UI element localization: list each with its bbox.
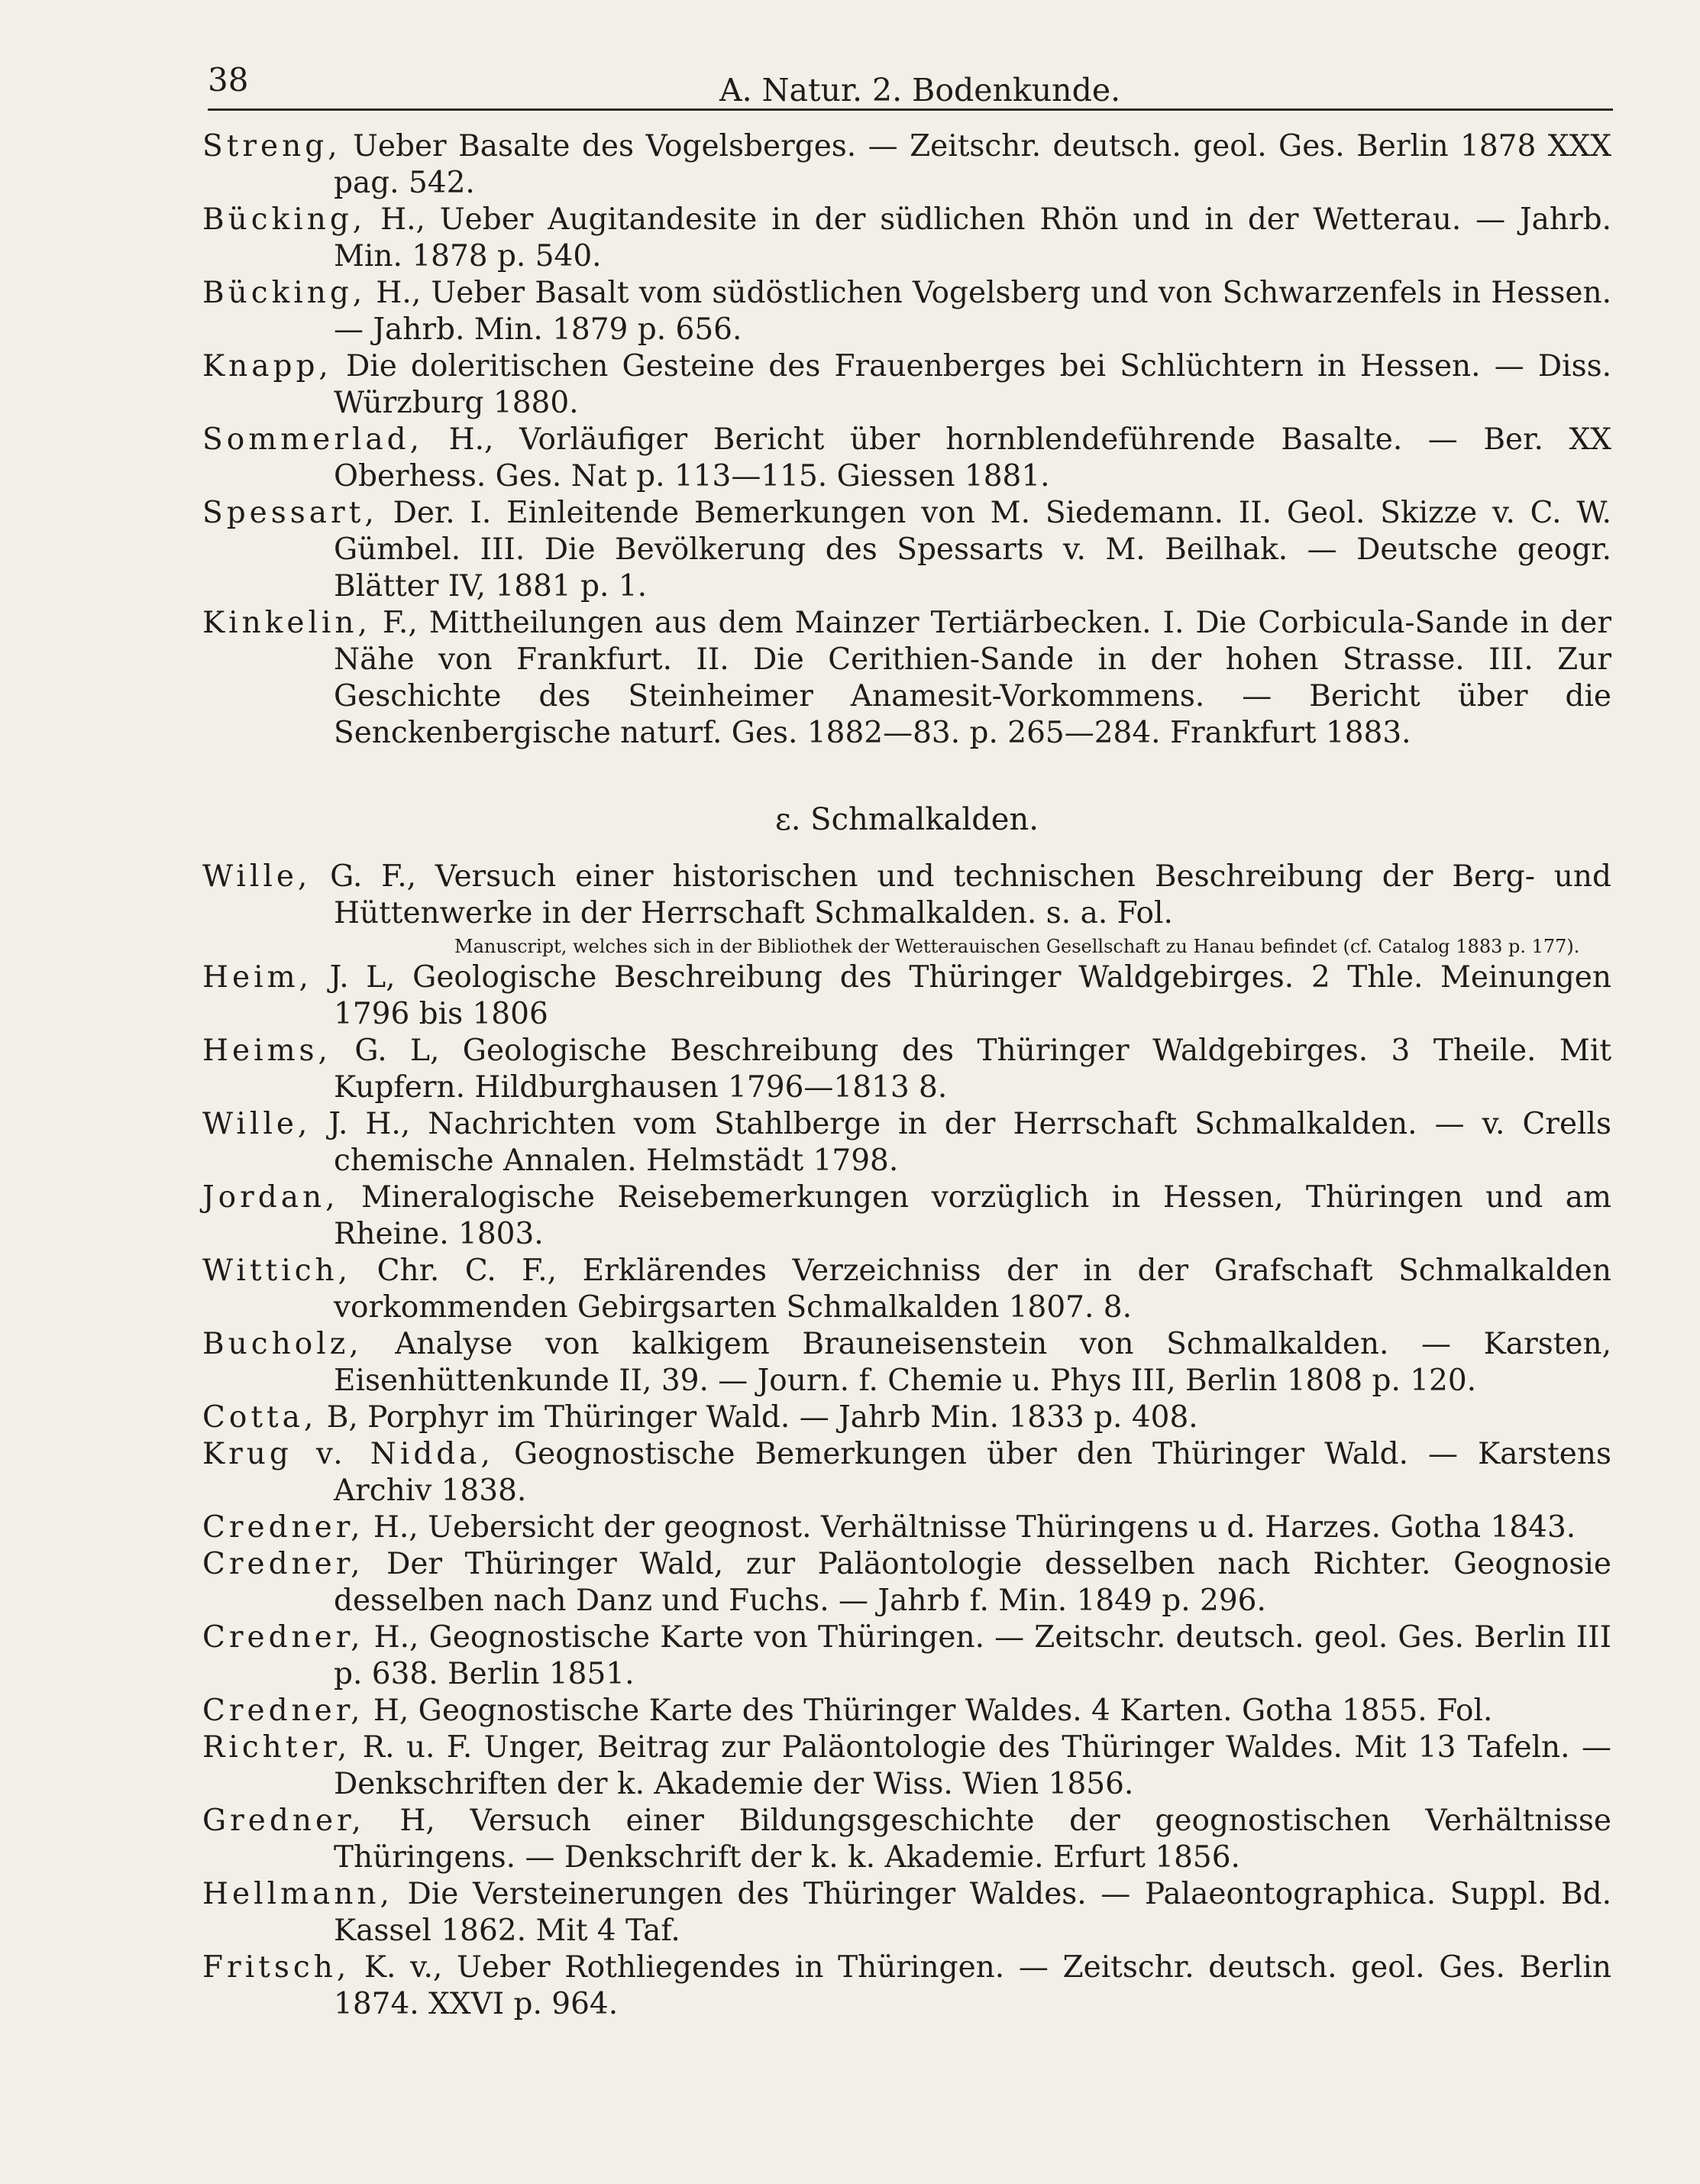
bib-text: Ueber Basalte des Vogelsberges. — Zeitschr. deutsch. geol. Ges. Berlin 1878 XXX pag. 542. <box>334 129 1611 200</box>
bib-entry <box>202 1693 1611 1729</box>
bib-author: Wille, <box>202 1107 312 1141</box>
bib-entry <box>202 1546 1611 1619</box>
bib-author: Credner, <box>202 1694 364 1728</box>
bib-text: H, Geognostische Karte des Thüringer Waldes. 4 Karten. Gotha 1855. Fol. <box>364 1694 1493 1728</box>
bib-entry <box>202 1509 1611 1546</box>
bib-author: Jordan, <box>202 1180 339 1215</box>
bib-entry <box>202 1253 1611 1326</box>
bib-author: Credner, <box>202 1547 364 1581</box>
entries-bottom <box>202 859 1611 2023</box>
bib-entry <box>202 202 1611 275</box>
bib-author: Krug v. Nidda, <box>202 1437 494 1471</box>
bib-author: Gredner, <box>202 1804 365 1838</box>
bib-text: J. H., Nachrichten vom Stahlberge in der Herrschaft Schmalkalden. — v. Crells chemische Annalen. Helmstädt 1798. <box>311 1107 1611 1178</box>
bib-entry <box>202 1619 1611 1693</box>
bib-entry <box>202 128 1611 202</box>
bib-text: H., Ueber Augitandesite in der südlichen Rhön und in der Wetterau. — Jahrb. Min. 1878 p. 540. <box>334 202 1611 273</box>
bib-text: Mineralogische Reisebemerkungen vorzüglich in Hessen, Thüringen und am Rheine. 1803. <box>334 1180 1611 1251</box>
bib-footnote: Manuscript, welches sich in der Bibliothek der Wetterauischen Gesellschaft zu Hanau befindet (cf. Catalog 1883 p. 177). <box>454 936 1580 957</box>
bibliography-body <box>202 128 1611 2023</box>
bib-entry <box>202 1436 1611 1509</box>
bib-entry <box>202 1033 1611 1106</box>
bib-text: J. L, Geologische Beschreibung des Thüringer Waldgebirges. 2 Thle. Meinungen 1796 bis 1806 <box>312 960 1611 1031</box>
bib-author: Knapp, <box>202 349 332 383</box>
bib-author: Cotta, <box>202 1400 318 1435</box>
bib-entry <box>202 1179 1611 1253</box>
bib-text: Chr. C. F., Erklärendes Verzeichniss der in der Grafschaft Schmalkalden vorkommenden Gebirgsarten Schmalkalden 1807. 8. <box>334 1254 1611 1325</box>
bib-author: Spessart, <box>202 496 378 530</box>
bib-author: Bücking, <box>202 202 367 237</box>
bib-entry <box>202 422 1611 495</box>
bib-entry <box>202 859 1611 932</box>
bib-author: Bücking, <box>202 276 367 310</box>
bib-author: Richter, <box>202 1730 351 1765</box>
bib-author: Heim, <box>202 960 312 995</box>
bib-text: Der. I. Einleitende Bemerkungen von M. Siedemann. II. Geol. Skizze v. C. W. Gümbel. III. Die Bevölkerung des Spessarts v. M. Beilhak. — Deutsche geogr. Blätter IV, 1881 p. 1. <box>334 496 1611 603</box>
bib-entry <box>202 275 1611 348</box>
entries-top <box>202 128 1611 752</box>
running-head: A. Natur. 2. Bodenkunde. <box>719 72 1121 108</box>
bib-entry <box>202 1106 1611 1179</box>
bib-text: F., Mittheilungen aus dem Mainzer Tertiärbecken. I. Die Corbicula-Sande in der Nähe von Frankfurt. II. Die Cerithien-Sande in der hohen Strasse. III. Zur Geschichte des Steinheimer Anamesit-Vorkommens. — Bericht über die Senckenbergische naturf. Ges. 1882—83. p. 265—284. Frankfurt 1883. <box>334 606 1611 750</box>
bib-text: H., Ueber Basalt vom südöstlichen Vogelsberg und von Schwarzenfels in Hessen. — Jahrb. Min. 1879 p. 656. <box>334 276 1611 347</box>
bib-text: Die Versteinerungen des Thüringer Waldes. — Palaeontographica. Suppl. Bd. Kassel 1862. Mit 4 Taf. <box>334 1877 1611 1948</box>
bib-text: R. u. F. Unger, Beitrag zur Paläontologie des Thüringer Waldes. Mit 13 Tafeln. — Denkschriften der k. Akademie der Wiss. Wien 1856. <box>334 1730 1611 1801</box>
bib-author: Fritsch, <box>202 1950 351 1985</box>
bib-text: Analyse von kalkigem Brauneisenstein von Schmalkalden. — Karsten, Eisenhüttenkunde II, 39. — Journ. f. Chemie u. Phys III, Berlin 1808 p. 120. <box>334 1327 1611 1398</box>
bib-text: Der Thüringer Wald, zur Paläontologie desselben nach Richter. Geognosie desselben nach Danz und Fuchs. — Jahrb f. Min. 1849 p. 296. <box>334 1547 1611 1618</box>
bib-text: G. F., Versuch einer historischen und technischen Beschreibung der Berg- und Hüttenwerke in der Herrschaft Schmalkalden. s. a. Fol. <box>311 859 1611 930</box>
bib-author: Credner, <box>202 1510 364 1545</box>
bib-entry <box>202 605 1611 752</box>
bib-entry <box>202 1876 1611 1949</box>
bib-entry <box>202 348 1611 422</box>
bib-author: Hellmann, <box>202 1877 393 1911</box>
section-title: ε. Schmalkalden. <box>775 802 1039 837</box>
bib-author: Bucholz, <box>202 1327 363 1361</box>
page-number: 38 <box>208 61 249 99</box>
bib-author: Sommerlad, <box>202 422 423 457</box>
bib-entry <box>202 1399 1611 1436</box>
bib-author: Kinkelin, <box>202 606 371 640</box>
bib-entry <box>202 1949 1611 2023</box>
page-header <box>208 55 1613 111</box>
bib-entry <box>202 495 1611 605</box>
bib-text: B, Porphyr im Thüringer Wald. — Jahrb Min. 1833 p. 408. <box>317 1400 1198 1435</box>
bib-author: Credner, <box>202 1620 364 1655</box>
bib-text: K. v., Ueber Rothliegendes in Thüringen. — Zeitschr. deutsch. geol. Ges. Berlin 1874. XXVI p. 964. <box>334 1950 1611 2021</box>
bib-text: H., Uebersicht der geognost. Verhältnisse Thüringens u d. Harzes. Gotha 1843. <box>364 1510 1576 1545</box>
bib-author: Wille, <box>202 859 312 894</box>
bib-author: Wittich, <box>202 1254 352 1288</box>
bib-entry <box>202 959 1611 1033</box>
bib-text: H, Versuch einer Bildungsgeschichte der geognostischen Verhältnisse Thüringens. — Denkschrift der k. k. Akademie. Erfurt 1856. <box>334 1804 1611 1875</box>
bib-text: Geognostische Bemerkungen über den Thüringer Wald. — Karstens Archiv 1838. <box>334 1437 1612 1508</box>
bib-author: Streng, <box>202 129 341 163</box>
bib-text: H., Geognostische Karte von Thüringen. — Zeitschr. deutsch. geol. Ges. Berlin III p. 638. Berlin 1851. <box>334 1620 1611 1691</box>
bib-entry <box>202 1729 1611 1803</box>
bib-text: G. L, Geologische Beschreibung des Thüringer Waldgebirges. 3 Theile. Mit Kupfern. Hildburghausen 1796—1813 8. <box>331 1034 1611 1105</box>
bib-entry <box>202 1803 1611 1876</box>
bib-text: Die doleritischen Gesteine des Frauenberges bei Schlüchtern in Hessen. — Diss. Würzburg 1880. <box>331 349 1611 420</box>
bib-entry <box>202 1326 1611 1399</box>
bib-text: H., Vorläufiger Bericht über hornblendeführende Basalte. — Ber. XX Oberhess. Ges. Nat p. 113—115. Giessen 1881. <box>334 422 1611 493</box>
bib-author: Heims, <box>202 1034 331 1068</box>
